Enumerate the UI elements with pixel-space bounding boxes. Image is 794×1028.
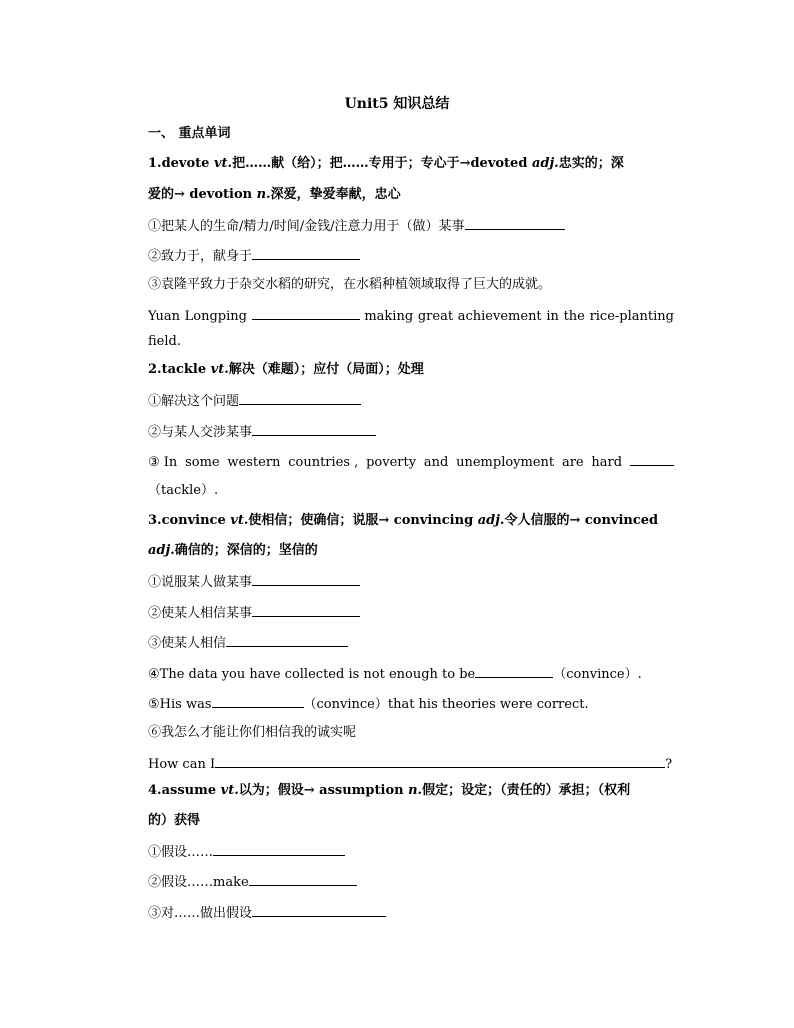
word-convince-heading: 3.convince vt.使相信；使确信；说服→ convincing adj.令人信服的→ convinced <box>148 513 659 528</box>
exercise-item: ③使某人相信 <box>148 633 348 653</box>
exercise-item: ①说服某人做某事 <box>148 572 360 592</box>
word-assume-heading-cont: 的）获得 <box>148 813 201 828</box>
exercise-item: ③对……做出假设 <box>148 903 386 923</box>
exercise-item: ①假设…… <box>148 842 345 862</box>
answer-blank[interactable] <box>239 391 361 405</box>
answer-blank[interactable] <box>212 694 304 708</box>
exercise-sentence-end: field. <box>148 334 181 349</box>
exercise-item: ②与某人交涉某事 <box>148 422 376 442</box>
answer-blank[interactable] <box>465 216 565 230</box>
word-tackle-heading: 2.tackle vt.解决（难题）；应付（局面）；处理 <box>148 362 424 377</box>
exercise-sentence: How can I ? <box>148 754 672 774</box>
exercise-item: ③袁隆平致力于杂交水稻的研究，在水稻种植领域取得了巨大的成就。 <box>148 277 552 292</box>
word-convince-heading-cont: adj.确信的；深信的；坚信的 <box>148 543 318 558</box>
answer-blank[interactable] <box>213 842 345 856</box>
exercise-sentence-end: （tackle）. <box>148 483 219 498</box>
exercise-sentence: ⑤His was （convince）that his theories were correct. <box>148 694 589 714</box>
word-devote-heading: 1.devote vt.把……献（给）；把……专用于；专心于→devoted adj.忠实的；深 <box>148 156 624 171</box>
answer-blank[interactable] <box>215 754 665 768</box>
exercise-item: ①解决这个问题 <box>148 391 361 411</box>
exercise-item: ②致力于，献身于 <box>148 246 360 266</box>
answer-blank[interactable] <box>252 306 360 320</box>
answer-blank[interactable] <box>252 422 376 436</box>
exercise-item: ①把某人的生命/精力/时间/金钱/注意力用于（做）某事 <box>148 216 565 236</box>
answer-blank[interactable] <box>249 872 357 886</box>
exercise-sentence: Yuan Longping making great achievement in the rice-planting <box>148 306 674 326</box>
answer-blank[interactable] <box>252 572 360 586</box>
answer-blank[interactable] <box>475 664 553 678</box>
exercise-item: ⑥我怎么才能让你们相信我的诚实呢 <box>148 725 357 740</box>
answer-blank[interactable] <box>252 903 386 917</box>
exercise-sentence: ④The data you have collected is not enough to be （convince）. <box>148 664 642 684</box>
section-heading: 一、 重点单词 <box>148 126 231 141</box>
answer-blank[interactable] <box>252 603 360 617</box>
answer-blank[interactable] <box>226 633 348 647</box>
answer-blank[interactable] <box>252 246 360 260</box>
answer-blank[interactable] <box>630 452 674 466</box>
word-assume-heading: 4.assume vt.以为；假设→ assumption n.假定；设定；（责任的）承担；（权利 <box>148 783 631 798</box>
exercise-sentence: ③ In some western countries , poverty and unemployment are hard <box>148 452 674 472</box>
page-title: Unit5 知识总结 <box>344 96 450 112</box>
exercise-item: ②使某人相信某事 <box>148 603 360 623</box>
exercise-item: ②假设……make <box>148 872 357 892</box>
word-devote-heading-cont: 爱的→ devotion n.深爱，挚爱奉献，忠心 <box>148 187 401 202</box>
